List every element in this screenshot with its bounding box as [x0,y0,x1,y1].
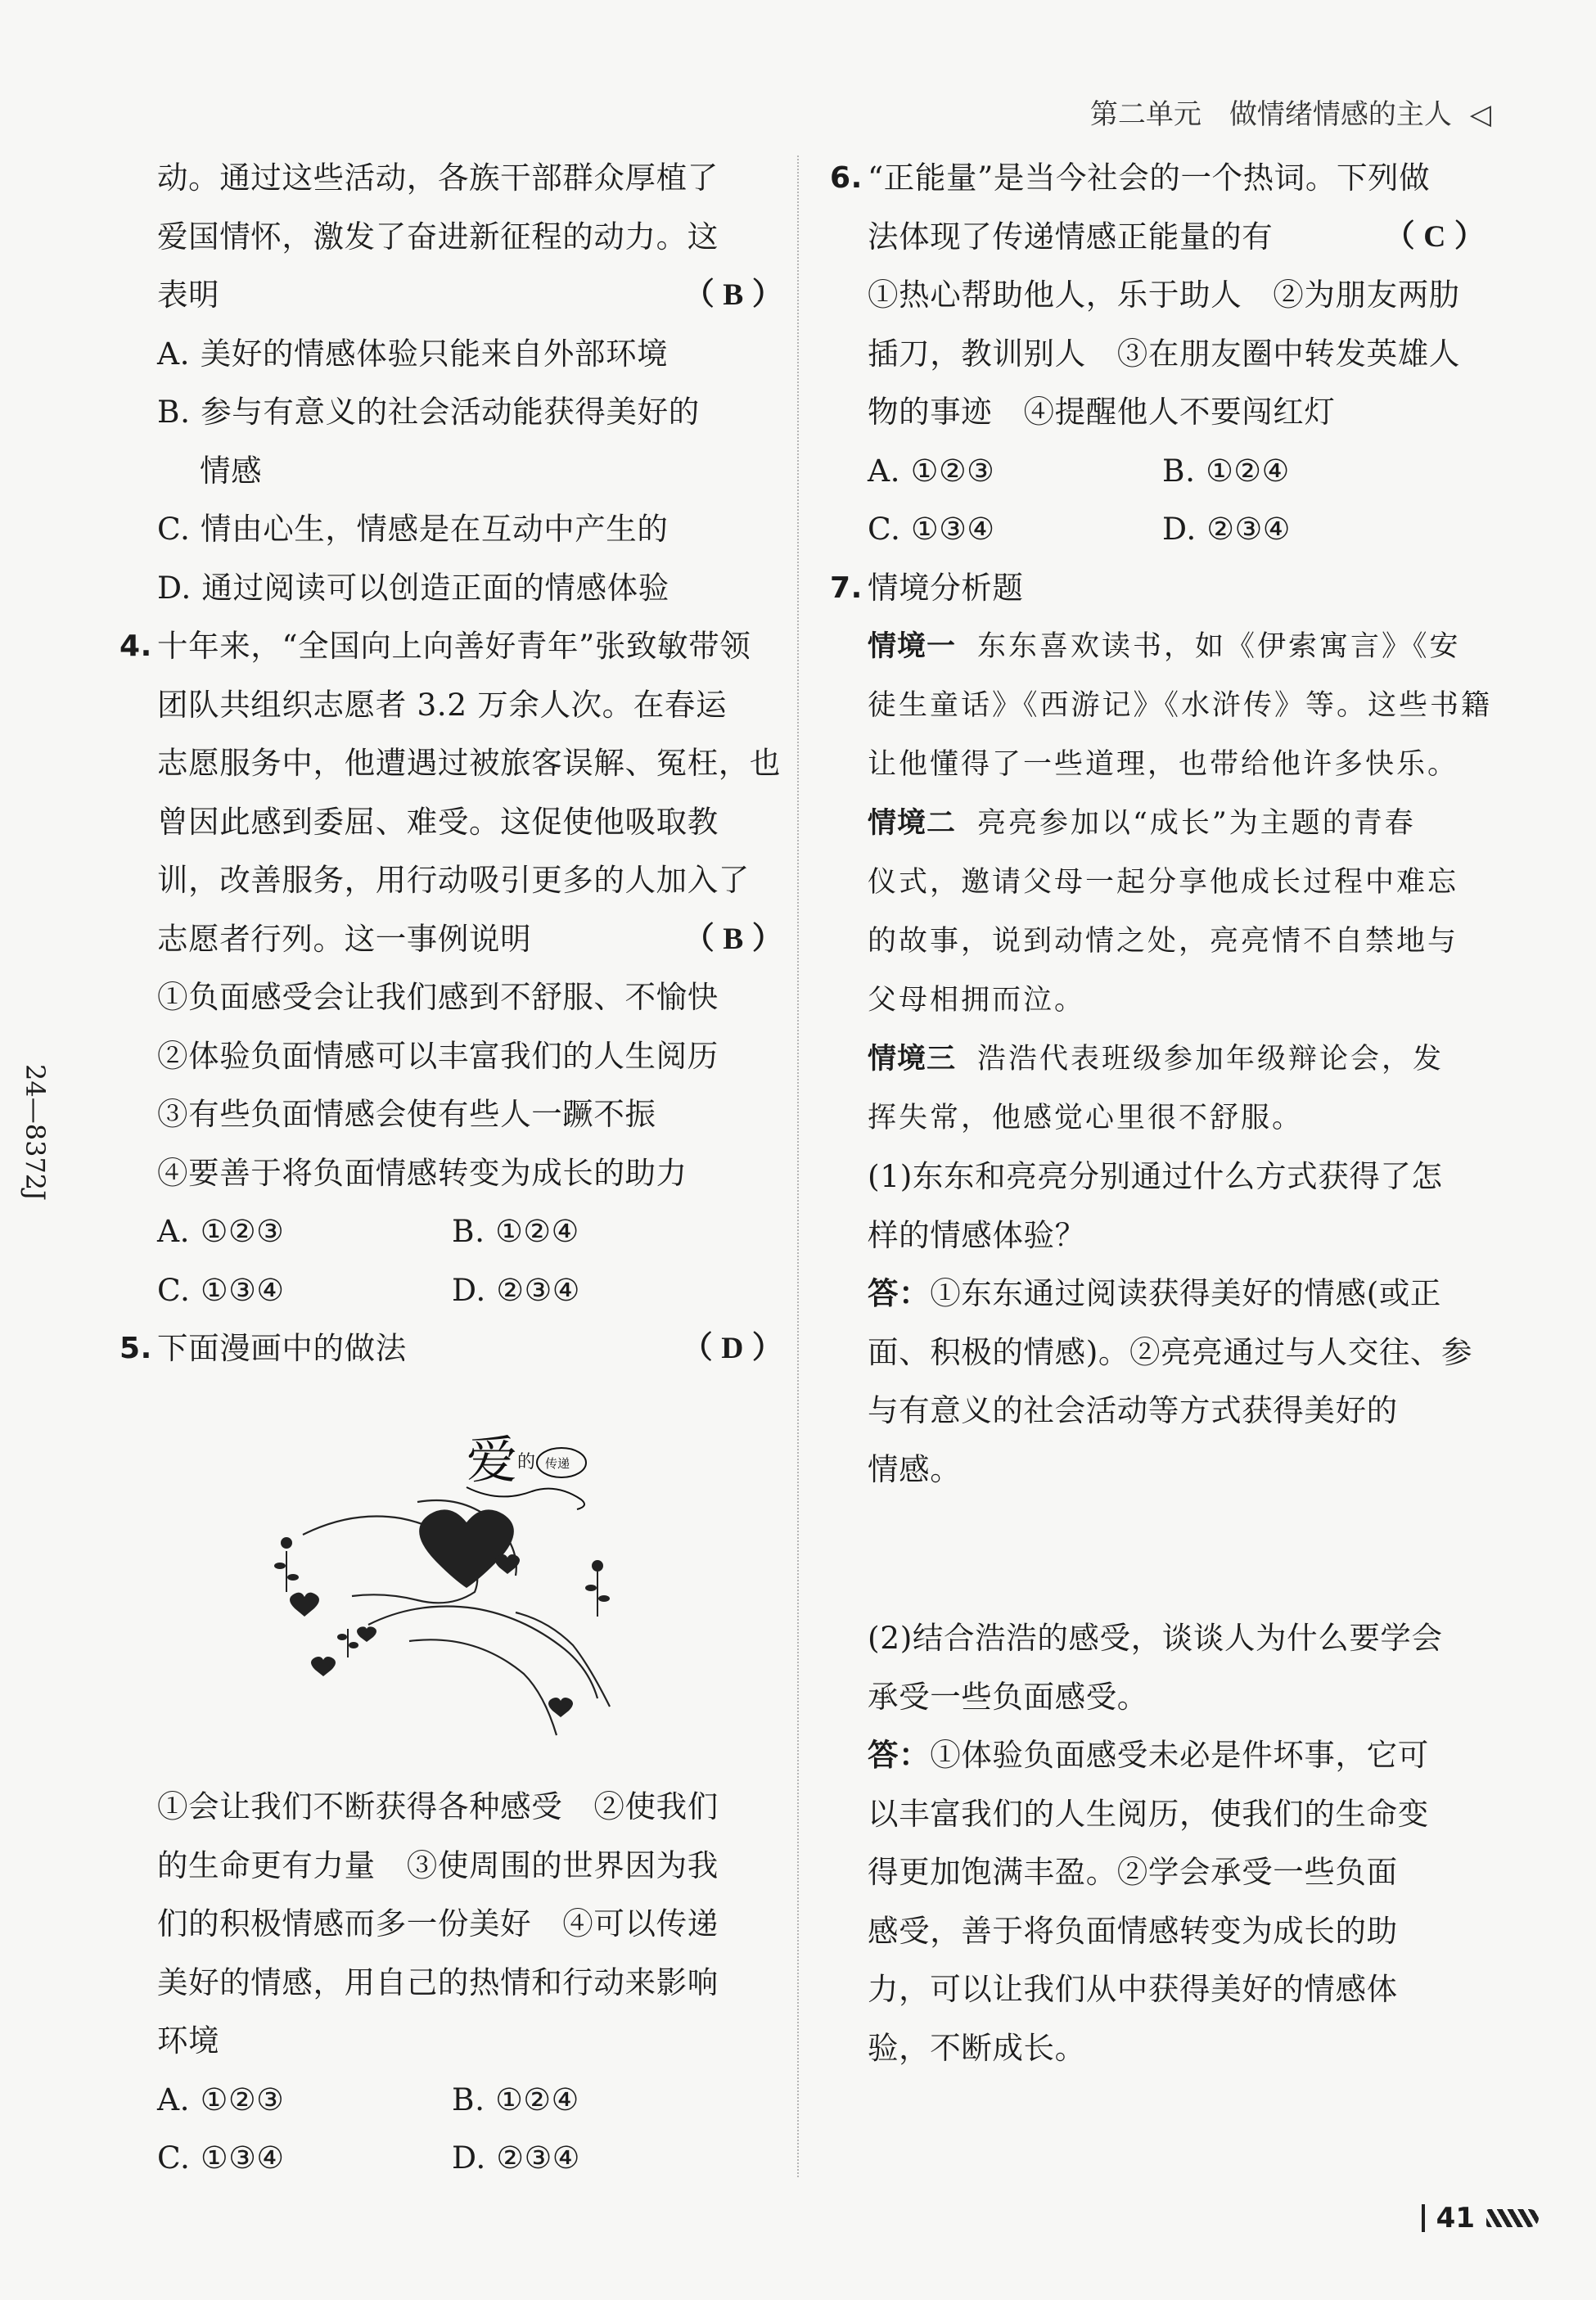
statement-item: ①负面感受会让我们感到不舒服、不愉快 [157,979,719,1015]
comic-title-small: 的 [517,1452,536,1472]
text-line: 动。通过这些活动，各族干部群众厚植了 [157,160,719,196]
situation-tag: 情境二 [868,807,957,840]
answer-line: 感受，善于将负面情感转变为成长的助 [868,1912,1398,1949]
left-column [119,149,783,1378]
page-footer [1422,2202,1539,2235]
option-c: C. ①③④ [868,511,995,547]
question-5-body [157,1778,783,2188]
answer-label: 答： [868,1737,931,1773]
statement-item: ④要善于将负面情感转变为成长的助力 [157,1154,688,1191]
option-a: A. 美好的情感体验只能来自外部环境 [157,335,669,372]
situation-2: 情境二 亮亮参加以“成长”为主题的青春 [868,807,1416,840]
question-7-part-2 [868,1609,1486,2077]
footer-bar [1422,2204,1425,2232]
option-d: D. 通过阅读可以创造正面的情感体验 [157,569,670,606]
page-header [1090,92,1491,132]
statement-item: ③有些负面情感会使有些人一蹶不振 [157,1096,656,1132]
situation-line: 父母相拥而泣。 [868,984,1086,1017]
option-c: C. ①③④ [157,2140,285,2176]
text-line: 志愿者行列。这一事例说明 （ B ） [157,910,783,969]
option-b: B. ①②④ [452,1213,579,1249]
options-row [157,2129,783,2188]
answer-line: 与有意义的社会活动等方式获得美好的 [868,1392,1398,1428]
hands-heart-drawing [270,1420,647,1756]
right-column [830,149,1493,1499]
question-7 [830,559,1493,1500]
statement-item: 环境 [157,2023,220,2059]
statement-item: 的生命更有力量 ③使周围的世界因为我 [157,1847,719,1883]
text-line: 训，改善服务，用行动吸引更多的人加入了 [157,862,750,898]
answer-line: 以丰富我们的人生阅历，使我们的生命变 [868,1795,1429,1832]
text-line: 曾因此感到委屈、难受。这促使他吸取教 [157,803,719,840]
situation-tag: 情境一 [868,630,957,663]
situation-line: 的故事，说到动情之处，亮亮情不自禁地与 [868,925,1459,958]
page-number: 41 [1436,2202,1475,2235]
answer-label: 答： [868,1275,931,1311]
subquestion-2: (2)结合浩浩的感受，谈谈人为什么要学会 [868,1620,1443,1656]
question-number: 4. [119,629,152,663]
question-number: 5. [119,1332,152,1365]
question-number: 7. [830,570,863,605]
options-row [868,442,1486,501]
statement-item: 物的事迹 ④提醒他人不要闯红灯 [868,394,1336,430]
answer-1: 答：①东东通过阅读获得美好的情感(或正 [868,1275,1442,1311]
options-row [157,1202,783,1261]
unit-label: 第二单元 [1089,98,1202,131]
option-b-cont: 情感 [200,452,263,489]
question-5 [119,1319,783,1378]
statement-item: 美好的情感，用自己的热情和行动来影响 [157,1964,719,2000]
subquestion-1: (1)东东和亮亮分别通过什么方式获得了怎 [868,1158,1443,1194]
answer-line: 面、积极的情感)。②亮亮通过与人交往、参 [868,1333,1473,1370]
answer-bracket: （ B ） [683,278,783,312]
text-line: 志愿服务中，他遭遇过被旅客误解、冤枉，也 [157,745,781,781]
answer-line: 情感。 [868,1450,962,1487]
unit-title: 做情绪情感的主人 [1229,98,1452,131]
situation-1: 情境一 东东喜欢读书，如《伊索寓言》《安 [868,630,1461,663]
statement-item: ①会让我们不断获得各种感受 ②使我们 [157,1788,719,1824]
text-line: 爱国情怀，激发了奋进新征程的动力。这 [157,218,719,255]
answer-bracket: （ C ） [1384,219,1486,254]
option-d: D. ②③④ [452,1271,581,1308]
text-line: 法体现了传递情感正能量的有 （ C ） [868,208,1486,267]
situation-tag: 情境三 [868,1043,957,1076]
statement-item: ①热心帮助他人，乐于助人 ②为朋友两肋 [868,277,1460,313]
option-b: B. 参与有意义的社会活动能获得美好的 [157,394,700,430]
option-d: D. ②③④ [1162,511,1292,547]
option-c: C. ①③④ [157,1271,285,1308]
text-line: 团队共组织志愿者 3.2 万余人次。在春运 [157,686,728,723]
text-line: 7. 情境分析题 [868,559,1486,618]
situation-line: 让他懂得了一些道理，也带给他许多快乐。 [868,748,1459,781]
subquestion-2-cont: 承受一些负面感受。 [868,1678,1148,1715]
option-b: B. ①②④ [452,2081,579,2117]
question-6 [830,149,1486,559]
question-number: 6. [830,161,863,195]
answer-line: 得更加饱满丰盈。②学会承受一些负面 [868,1854,1398,1890]
situation-line: 徒生童话》《西游记》《水浒传》等。这些书籍 [868,689,1493,722]
statement-item: 插刀，教训别人 ③在朋友圈中转发英雄人 [868,335,1460,372]
option-a: A. ①②③ [157,1213,285,1249]
situation-3: 情境三 浩浩代表班级参加年级辩论会，发 [868,1043,1445,1076]
option-b: B. ①②④ [1162,452,1290,489]
answer-line: 力，可以让我们从中获得美好的情感体 [868,1971,1398,2007]
text-line: 6. “正能量”是当今社会的一个热词。下列做 [868,149,1486,208]
answer-bracket: （ B ） [683,922,783,956]
text-line: 4. 十年来，“全国向上向善好青年”张致敏带领 [157,617,783,676]
text-line: 表明 （ B ） [157,266,783,325]
question-4 [119,617,783,1319]
love-comic-illustration [270,1420,647,1756]
statement-item: 们的积极情感而多一份美好 ④可以传递 [157,1905,719,1941]
answer-bracket: （ D ） [682,1332,783,1365]
answer-line: 验，不断成长。 [868,2029,1086,2066]
option-c: C. 情由心生，情感是在互动中产生的 [157,511,669,547]
triangle-marker-icon: ◁ [1469,98,1491,131]
options-row [157,1261,783,1320]
footer-stripes-icon [1486,2209,1539,2227]
option-a: A. ①②③ [157,2081,285,2117]
situation-line: 仪式，邀请父母一起分享他成长过程中难忘 [868,866,1459,899]
answer-2: 答：①体验负面感受未必是件坏事，它可 [868,1737,1429,1773]
column-divider [797,156,799,2177]
subquestion-1-cont: 样的情感体验？ [868,1216,1086,1253]
comic-subtitle: 传递 [545,1456,570,1471]
option-a: A. ①②③ [868,452,995,489]
option-d: D. ②③④ [452,2140,581,2176]
text-line: 5. 下面漫画中的做法 （ D ） [157,1319,783,1378]
situation-line: 挥失常，他感觉心里很不舒服。 [868,1102,1304,1134]
options-row [868,500,1486,559]
statement-item: ②体验负面情感可以丰富我们的人生阅历 [157,1037,719,1074]
options-row [157,2071,783,2130]
question-3-continued [157,149,783,617]
side-code: 24—8372J [20,1064,51,1201]
comic-title: 爱 [467,1430,518,1490]
